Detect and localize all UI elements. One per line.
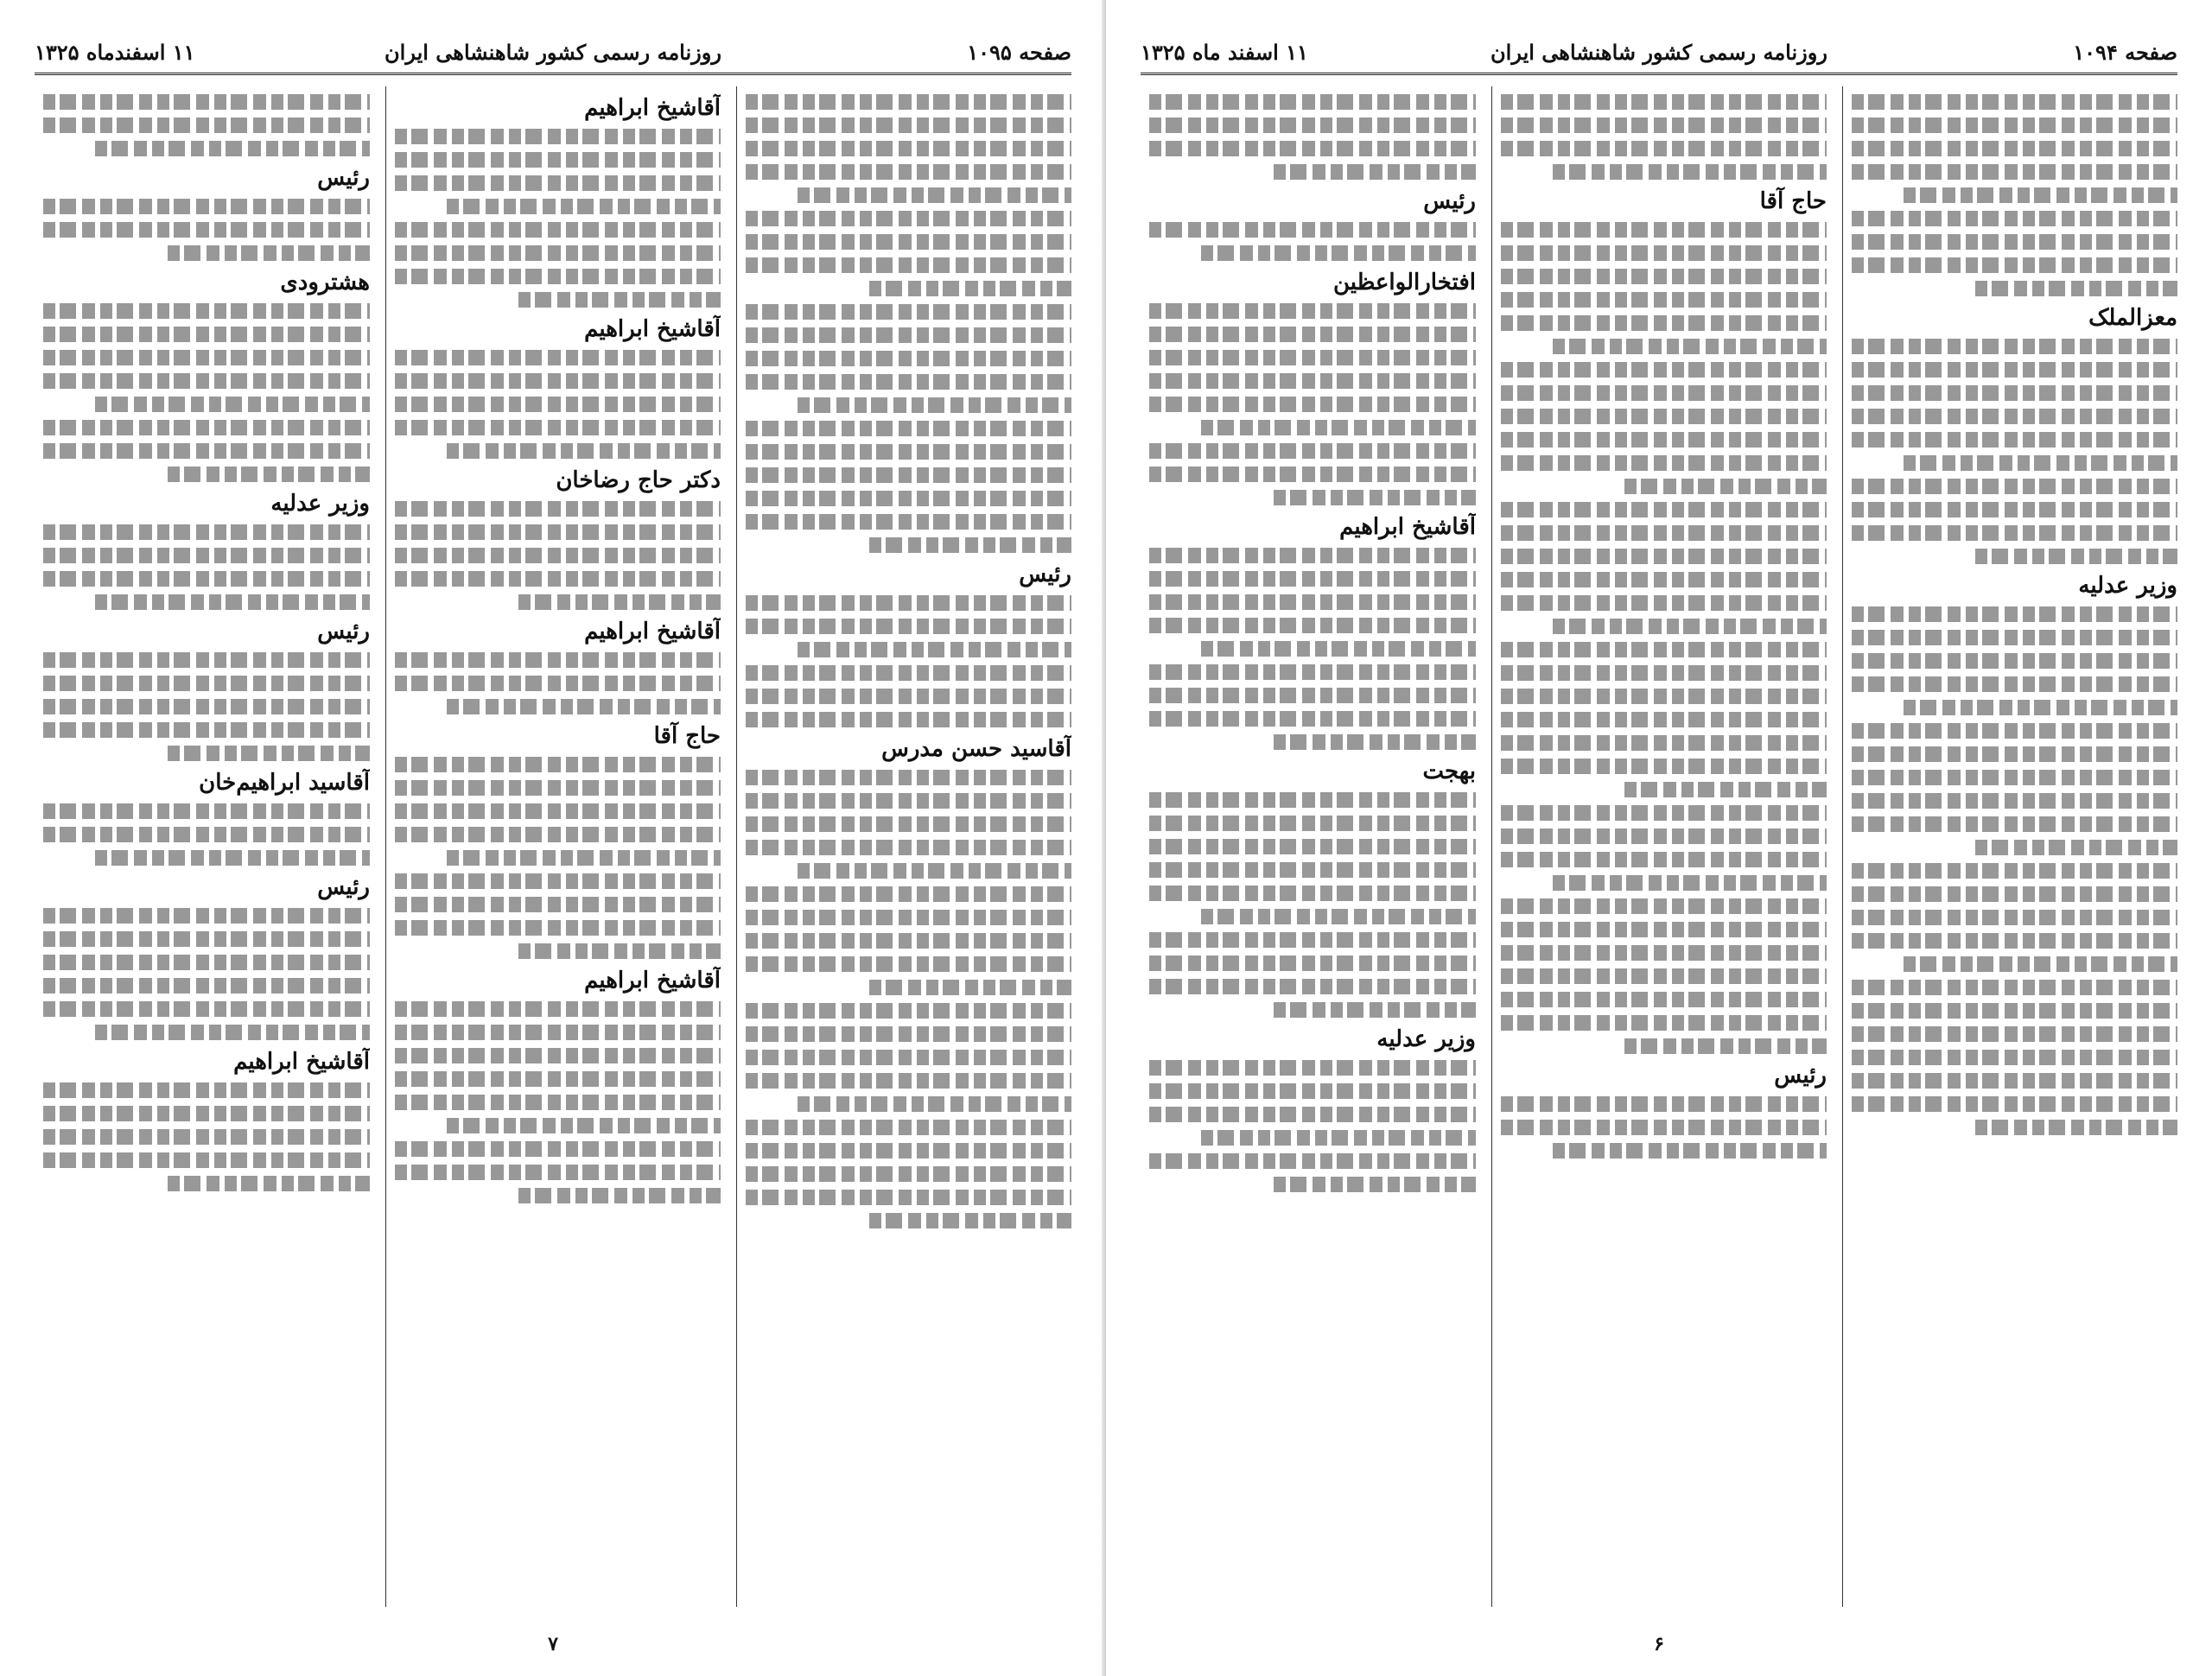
- speaker-name: دکتر حاج رضاخان: [556, 467, 721, 493]
- speaker-name: حاج آقا: [1759, 188, 1827, 214]
- speaker-name: آقاشیخ ابراهیم: [233, 1049, 370, 1075]
- left-col-2: [385, 86, 721, 1607]
- speaker-name: رئیس: [317, 619, 370, 644]
- speaker-name: حاج آقا: [653, 723, 721, 749]
- left-col-3: [35, 86, 370, 1607]
- right-page-date: ۱۱ اسفند ماه ۱۳۲۵: [1141, 40, 1308, 65]
- speaker-name: وزیر عدلیه: [2078, 573, 2177, 599]
- right-col-2: [1491, 86, 1827, 1607]
- speaker-name: معزالملک: [2088, 305, 2177, 331]
- right-page-columns: [1141, 86, 2177, 1607]
- left-page-date: ۱۱ اسفندماه ۱۳۲۵: [35, 40, 195, 65]
- speaker-name: بهجت: [1422, 759, 1476, 784]
- speaker-name: رئیس: [1774, 1063, 1827, 1089]
- left-page-title: روزنامه رسمی کشور شاهنشاهی ایران: [385, 40, 721, 65]
- speaker-name: آقاسید حسن مدرس: [881, 736, 1071, 762]
- speaker-name: وزیر عدلیه: [270, 491, 370, 517]
- left-page-footer-number: ۷: [548, 1633, 558, 1655]
- left-col-1: [736, 86, 1071, 1607]
- speaker-name: رئیس: [1019, 562, 1071, 587]
- speaker-name: وزیر عدلیه: [1376, 1026, 1476, 1052]
- left-page-header: [35, 35, 1071, 75]
- speaker-name: آقاشیخ ابراهیم: [584, 619, 721, 644]
- right-page-label: صفحه ۱۰۹۴: [2073, 40, 2177, 65]
- speaker-name: آقاشیخ ابراهیم: [1339, 514, 1476, 540]
- speaker-name: آقاشیخ ابراهیم: [584, 95, 721, 121]
- right-page-footer-number: ۶: [1654, 1633, 1664, 1655]
- speaker-name: آقاشیخ ابراهیم: [584, 968, 721, 994]
- right-page-header: [1141, 35, 2177, 75]
- right-page: [1106, 0, 2212, 1676]
- speaker-name: آقاشیخ ابراهیم: [584, 316, 721, 342]
- right-col-3: [1141, 86, 1476, 1607]
- speaker-name: رئیس: [317, 874, 370, 900]
- right-page-title: روزنامه رسمی کشور شاهنشاهی ایران: [1491, 40, 1827, 65]
- left-page-label: صفحه ۱۰۹۵: [967, 40, 1071, 65]
- right-col-1: [1842, 86, 2177, 1607]
- speaker-name: افتخارالواعظین: [1332, 270, 1476, 295]
- speaker-name: هشترودی: [280, 270, 370, 295]
- speaker-name: آقاسید ابراهیم‌خان: [199, 770, 370, 796]
- speaker-name: رئیس: [1423, 188, 1476, 214]
- speaker-name: رئیس: [317, 165, 370, 191]
- left-page-columns: [35, 86, 1071, 1607]
